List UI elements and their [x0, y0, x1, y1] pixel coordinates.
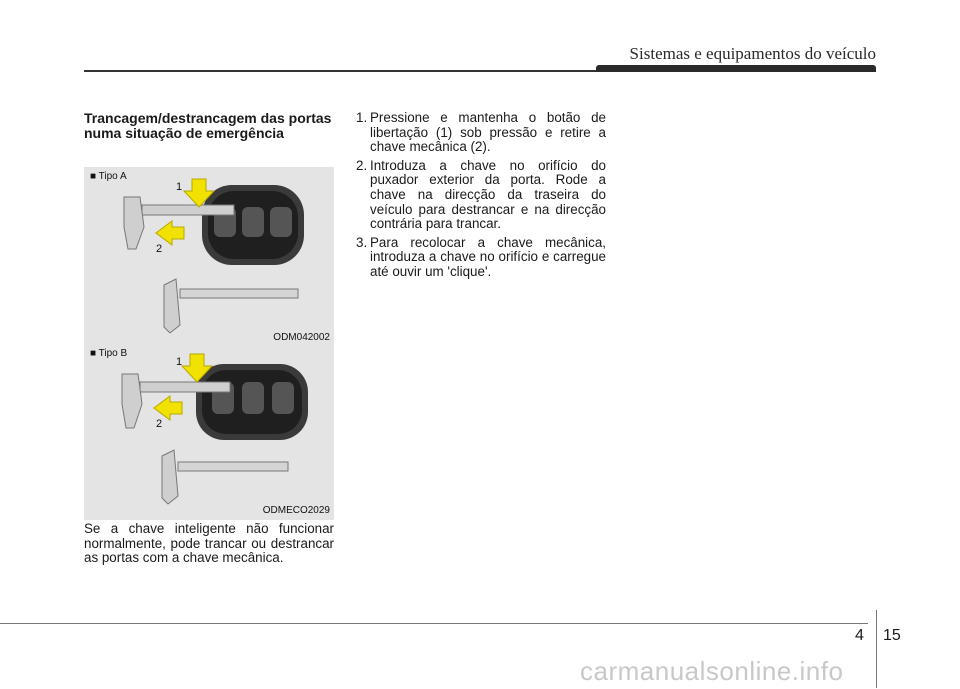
body-paragraph: Se a chave inteligente não funcionar normalmente, pode trancar ou destrancar as portas com a chave mecânica.	[84, 521, 334, 566]
callout-2: 2	[156, 243, 163, 255]
callout-1: 1	[176, 356, 183, 368]
figure-b-label: ■ Tipo B	[90, 348, 128, 359]
figure-a-label: ■ Tipo A	[90, 171, 127, 182]
section-heading: Trancagem/destrancagem das portas numa situação de emergência	[84, 110, 332, 141]
callout-1: 1	[176, 181, 183, 193]
step-number: 2.	[356, 157, 368, 173]
footer-divider	[876, 610, 877, 688]
steps-list	[356, 111, 606, 284]
chapter-number: 4	[855, 627, 864, 644]
figure-a-code: ODM042002	[273, 332, 330, 343]
smart-key-illustration	[84, 344, 334, 520]
watermark: carmanualsonline.info	[580, 656, 844, 686]
header-title: Sistemas e equipamentos do veículo	[629, 44, 876, 63]
smart-key-illustration	[84, 167, 334, 347]
step-text: Pressione e mantenha o botão de libertação (1) sob pressão e retire a chave mecânica (2).	[370, 110, 606, 155]
step-number: 1.	[356, 110, 368, 125]
step-text: Introduza a chave no orifício do puxador exterior da porta. Rode a chave na direcção da traseira do veículo para destrancar e na direcção contrária para trancar.	[370, 157, 606, 232]
step-item	[356, 236, 606, 280]
step-item	[356, 111, 606, 155]
header-rule-tab	[596, 65, 876, 72]
page-number: 15	[883, 627, 901, 644]
figure-b-code: ODMECO2029	[262, 505, 330, 516]
step-number: 3.	[356, 234, 368, 250]
step-item	[356, 159, 606, 232]
step-text: Para recolocar a chave mecânica, introduza a chave no orifício e carregue até ouvir um 'clique'.	[370, 234, 606, 279]
figure-tipo-a	[84, 167, 334, 347]
callout-2: 2	[156, 418, 163, 430]
footer-rule	[0, 623, 868, 624]
figure-tipo-b	[84, 344, 334, 520]
